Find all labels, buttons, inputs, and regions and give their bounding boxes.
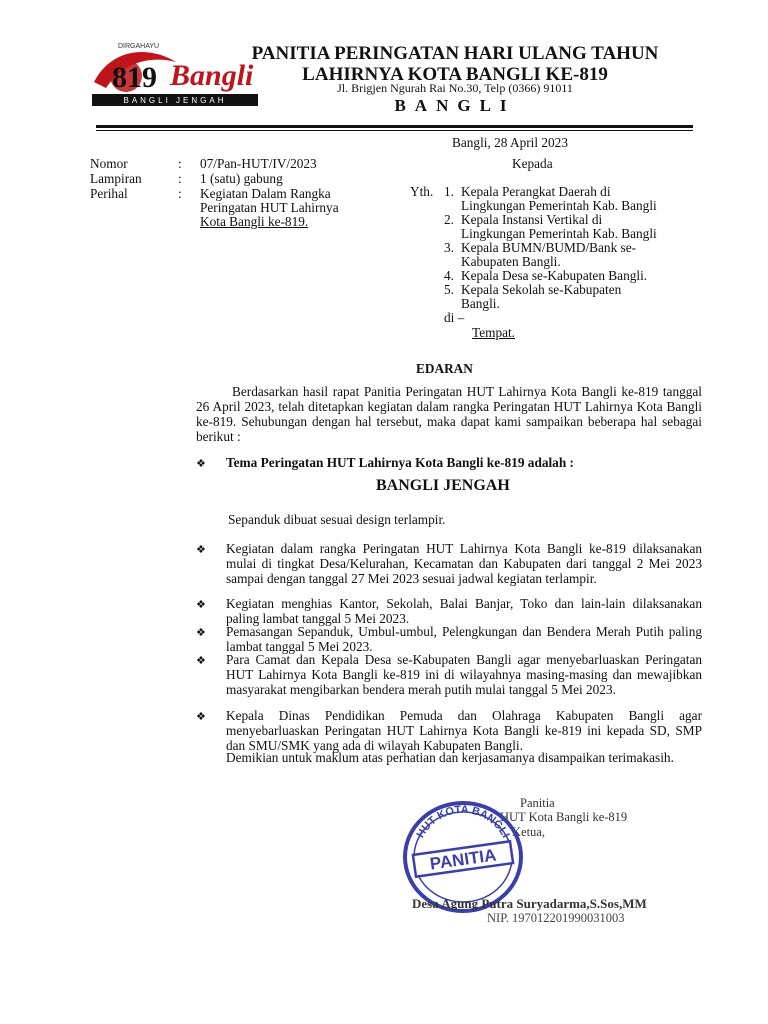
logo-caption: BANGLI JENGAH xyxy=(123,96,227,105)
header-divider-thin xyxy=(96,130,693,131)
nomor-label: Nomor xyxy=(90,156,128,171)
bullet-icon: ❖ xyxy=(196,627,206,639)
logo-word: Bangli xyxy=(170,59,254,92)
theme-bullet-text: Tema Peringatan HUT Lahirnya Kota Bangli ke-819 adalah : xyxy=(226,455,574,470)
tempat-label: Tempat. xyxy=(472,325,516,340)
bullet-icon: ❖ xyxy=(196,544,206,556)
bullet-icon: ❖ xyxy=(196,655,206,667)
di-label: di – xyxy=(444,310,465,325)
recipient-4-line1: Kepala Desa se-Kabupaten Bangli. xyxy=(461,268,648,283)
logo-number: 819 xyxy=(112,61,157,94)
recipient-4-num: 4. xyxy=(444,268,454,283)
recipient-1-num: 1. xyxy=(444,184,454,199)
recipient-1-line1: Kepala Perangkat Daerah di xyxy=(461,184,611,199)
recipient-5-line1: Kepala Sekolah se-Kabupaten xyxy=(461,282,622,297)
header-city: BANGLI xyxy=(394,96,516,115)
perihal-colon: : xyxy=(178,186,182,201)
bullet-icon: ❖ xyxy=(196,458,206,470)
recipient-2-num: 2. xyxy=(444,212,454,227)
sepanduk-note: Sepanduk dibuat sesuai design terlampir. xyxy=(228,512,446,527)
signature-line2: HUT Kota Bangli ke-819 xyxy=(500,810,628,824)
signer-nip: NIP. 197012201990031003 xyxy=(487,911,625,925)
recipient-5-num: 5. xyxy=(444,282,454,297)
perihal-label: Perihal xyxy=(90,186,128,201)
nomor-value: 07/Pan-HUT/IV/2023 xyxy=(200,156,317,171)
yth-label: Yth. xyxy=(410,184,434,199)
closing-paragraph: Demikian untuk maklum atas perhatian dan kerjasamanya disampaikan terimakasih. xyxy=(226,750,674,765)
signature-line3: Ketua, xyxy=(512,825,545,839)
svg-text:HUT KOTA BANGLI xyxy=(415,804,512,840)
header-address: Jl. Brigjen Ngurah Rai No.30, Telp (0366) 91011 xyxy=(337,81,573,95)
perihal-line2: Peringatan HUT Lahirnya xyxy=(200,200,339,215)
recipient-5-line2: Bangli. xyxy=(461,296,500,311)
bullet-icon: ❖ xyxy=(196,599,206,611)
perihal-line3: Kota Bangli ke-819. xyxy=(200,214,309,229)
bullet-item-1: Kegiatan dalam rangka Peringatan HUT Lahirnya Kota Bangli ke-819 dilaksanakan mulai di tingkat Desa/Kelurahan, Kecamatan dan Kabupaten dari tanggal 2 Mei 2023 sampai dengan tanggal 27 Mei 2023 sesuai jadwal kegiatan terlampir. xyxy=(226,541,702,586)
intro-paragraph: Berdasarkan hasil rapat Panitia Peringatan HUT Lahirnya Kota Bangli ke-819 tanggal 26 April 2023, telah ditetapkan kegiatan dalam rangka Peringatan HUT Lahirnya Kota Bangli ke-819. Sehubungan dengan hal tersebut, maka dapat kami sampaikan beberapa hal sebagai berikut : xyxy=(196,384,702,444)
stamp-center-text: PANITIA xyxy=(428,845,498,874)
recipient-1-line2: Lingkungan Pemerintah Kab. Bangli xyxy=(461,198,657,213)
signature-line1: Panitia xyxy=(520,796,555,810)
stamp-arc-text: HUT KOTA BANGLI xyxy=(414,803,512,840)
bullet-icon: ❖ xyxy=(196,711,206,723)
lampiran-colon: : xyxy=(178,171,182,186)
recipient-2-line1: Kepala Instansi Vertikal di xyxy=(461,212,603,227)
bullet-item-2: Kegiatan menghias Kantor, Sekolah, Balai Banjar, Toko dan lain-lain dilaksanakan paling lambat tanggal 5 Mei 2023. xyxy=(226,596,702,626)
nomor-colon: : xyxy=(178,156,182,171)
recipient-3-line2: Kabupaten Bangli. xyxy=(461,254,561,269)
logo-top-text: DIRGAHAYU xyxy=(118,43,160,50)
lampiran-value: 1 (satu) gabung xyxy=(200,171,283,186)
edaran-heading: EDARAN xyxy=(416,361,473,376)
signer-name: Desa Agung Putra Suryadarma,S.Sos,MM xyxy=(412,896,647,911)
lampiran-label: Lampiran xyxy=(90,171,142,186)
perihal-line1: Kegiatan Dalam Rangka xyxy=(200,186,331,201)
header-divider-thick xyxy=(96,125,693,128)
header-title-line1: PANITIA PERINGATAN HARI ULANG TAHUN xyxy=(251,43,659,64)
bullet-item-5: Kepala Dinas Pendidikan Pemuda dan Olahraga Kabupaten Bangli agar menyebarluaskan Peringatan HUT Lahirnya Kota Bangli ke-819 ini kepada SD, SMP dan SMU/SMK yang ada di wilayah Kabupaten Bangli. xyxy=(226,708,702,753)
recipient-3-line1: Kepala BUMN/BUMD/Bank se- xyxy=(461,240,637,255)
kepada-label: Kepada xyxy=(512,156,553,171)
bullet-item-3: Pemasangan Sepanduk, Umbul-umbul, Pelengkungan dan Bendera Merah Putih paling lambat tanggal 5 Mei 2023. xyxy=(226,624,702,654)
bullet-item-4: Para Camat dan Kepala Desa se-Kabupaten Bangli agar menyebarluaskan Peringatan HUT Lahirnya Kota Bangli ke-819 ini di wilayahnya masing-masing dan mewajibkan masyarakat mengibarkan bendera merah putih mulai tanggal 5 Mei 2023. xyxy=(226,652,702,697)
letter-date: Bangli, 28 April 2023 xyxy=(452,135,568,150)
header-title-line2: LAHIRNYA KOTA BANGLI KE-819 xyxy=(302,64,608,85)
recipient-3-num: 3. xyxy=(444,240,454,255)
recipient-2-line2: Lingkungan Pemerintah Kab. Bangli xyxy=(461,226,657,241)
theme-title: BANGLI JENGAH xyxy=(376,477,510,494)
